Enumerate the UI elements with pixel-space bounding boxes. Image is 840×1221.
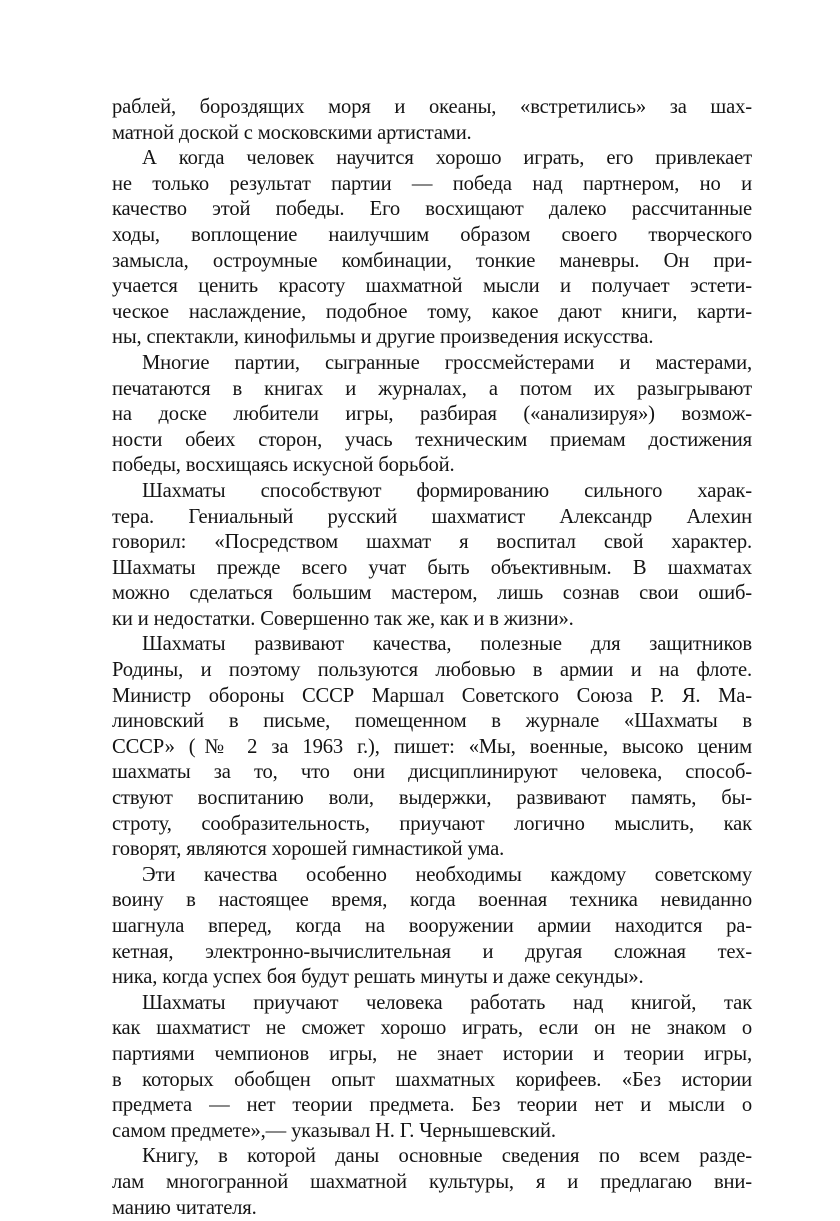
text-line: тера. Гениальный русский шахматист Александр Алехин bbox=[112, 505, 752, 528]
text-line: Родины, и поэтому пользуются любовью в армии и на флоте. bbox=[112, 659, 752, 682]
text-line: можно сделаться большим мастером, лишь сознав свои ошиб- bbox=[112, 582, 752, 605]
text-line: качество этой победы. Его восхищают далеко рассчитанные bbox=[112, 198, 752, 221]
text-line: Министр обороны СССР Маршал Советского Союза Р. Я. Ма- bbox=[112, 684, 752, 707]
text-line: кетная, электронно-вычислительная и другая сложная тех- bbox=[112, 940, 752, 963]
paragraph bbox=[112, 479, 752, 633]
paragraph bbox=[112, 146, 752, 351]
paragraph bbox=[112, 95, 752, 146]
text-line: говорят, являются хорошей гимнастикой ума. bbox=[112, 838, 505, 861]
text-line: раблей, бороздящих моря и океаны, «встретились» за шах- bbox=[112, 96, 752, 118]
text-line: Эти качества особенно необходимы каждому советскому bbox=[142, 863, 752, 886]
text-line: учается ценить красоту шахматной мысли и получает эстети- bbox=[112, 275, 752, 298]
text-line: ности обеих сторон, учась техническим приемам достижения bbox=[112, 428, 752, 451]
text-line: ствуют воспитанию воли, выдержки, развивают память, бы- bbox=[112, 787, 752, 810]
text-line: лам многогранной шахматной культуры, я и предлагаю вни- bbox=[112, 1170, 752, 1193]
text-line: ника, когда успех боя будут решать минуты и даже секунды». bbox=[112, 966, 644, 989]
text-line: замысла, остроумные комбинации, тонкие маневры. Он при- bbox=[112, 249, 752, 272]
text-line: воину в настоящее время, когда военная техника невиданно bbox=[112, 889, 752, 912]
paragraph bbox=[112, 351, 752, 479]
text-line: СССР» (№ 2 за 1963 г.), пишет: «Мы, военные, высоко ценим bbox=[112, 735, 752, 758]
text-line: шахматы за то, что они дисциплинируют человека, способ- bbox=[112, 761, 752, 784]
text-line: Шахматы развивают качества, полезные для защитников bbox=[142, 633, 752, 656]
text-line: самом предмете»,— указывал Н. Г. Чернышевский. bbox=[112, 1119, 556, 1142]
text-line: не только результат партии — победа над партнером, но и bbox=[112, 172, 752, 195]
text-line: говорил: «Посредством шахмат я воспитал свой характер. bbox=[112, 531, 752, 554]
text-line: строту, сообразительность, приучают логично мыслить, как bbox=[112, 812, 752, 835]
text-line: линовский в письме, помещенном в журнале «Шахматы в bbox=[112, 710, 752, 733]
text-line: как шахматист не сможет хорошо играть, если он не знаком о bbox=[112, 1017, 752, 1040]
text-line: манию читателя. bbox=[112, 1196, 257, 1219]
text-line: шагнула вперед, когда на вооружении армии находится ра- bbox=[112, 915, 752, 937]
paragraph bbox=[112, 632, 752, 862]
text-line: печатаются в книгах и журналах, а потом их разыгрывают bbox=[112, 377, 752, 400]
text-line: матной доской с московскими артистами. bbox=[112, 121, 472, 144]
text-line: А когда человек научится хорошо играть, его привлекает bbox=[142, 147, 752, 170]
text-line: партиями чемпионов игры, не знает истории и теории игры, bbox=[112, 1042, 752, 1065]
text-line: ны, спектакли, кинофильмы и другие произведения искусства. bbox=[112, 326, 654, 349]
text-line: предмета — нет теории предмета. Без теории нет и мысли о bbox=[112, 1094, 752, 1117]
text-line: Книгу, в которой даны основные сведения по всем разде- bbox=[142, 1145, 752, 1168]
text-line: Шахматы способствуют формированию сильного харак- bbox=[142, 479, 752, 502]
text-line: победы, восхищаясь искусной борьбой. bbox=[112, 454, 455, 477]
text-line: в которых обобщен опыт шахматных корифеев. «Без истории bbox=[112, 1068, 752, 1091]
text-line: ки и недостатки. Совершенно так же, как и в жизни». bbox=[112, 607, 574, 630]
text-line: ческое наслаждение, подобное тому, какое дают книги, карти- bbox=[112, 300, 752, 323]
page-body bbox=[112, 95, 752, 1221]
paragraph bbox=[112, 863, 752, 991]
text-line: Шахматы приучают человека работать над книгой, так bbox=[142, 991, 752, 1014]
paragraph bbox=[112, 991, 752, 1145]
text-line: Шахматы прежде всего учат быть объективным. В шахматах bbox=[112, 556, 752, 579]
text-line: на доске любители игры, разбирая («анализируя») возмож- bbox=[112, 403, 752, 426]
paragraph bbox=[112, 1144, 752, 1221]
text-line: Многие партии, сыгранные гроссмейстерами и мастерами, bbox=[142, 351, 752, 374]
text-line: ходы, воплощение наилучшим образом своего творческого bbox=[112, 223, 752, 246]
